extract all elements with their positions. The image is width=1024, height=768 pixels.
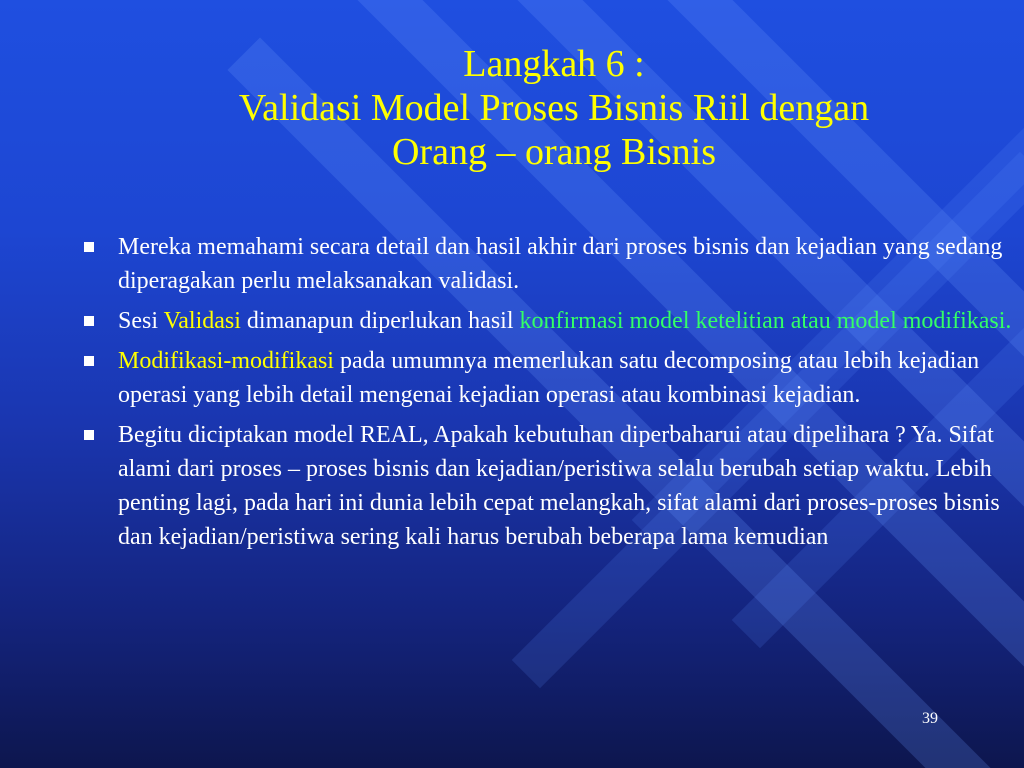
bullet-text: pada umumnya memerlukan satu decomposing atau lebih kejadian operasi yang lebih detail mengenai kejadian operasi atau kombinasi kejadian.: [118, 348, 980, 408]
highlight-validasi: Validasi: [163, 308, 241, 334]
bullet-text: Sesi: [118, 308, 164, 334]
square-bullet-icon: [84, 356, 94, 366]
bullet-text: dimanapun diperlukan hasil: [240, 308, 520, 334]
bullet-list: [84, 230, 1014, 560]
highlight-modifikasi: Modifikasi-modifikasi: [118, 348, 334, 374]
title-line-1: Langkah 6 :: [463, 43, 645, 85]
square-bullet-icon: [84, 242, 94, 252]
bullet-item: [84, 344, 1014, 412]
bullet-text: Mereka memahami secara detail dan hasil akhir dari proses bisnis dan kejadian yang sedang diperagakan perlu melaksanakan validasi.: [118, 234, 1003, 294]
highlight-konfirmasi: konfirmasi model ketelitian atau model modifikasi.: [519, 308, 1012, 334]
title-line-3: Orang – orang Bisnis: [391, 131, 717, 173]
bullet-text: Begitu diciptakan model REAL, Apakah kebutuhan diperbaharui atau dipelihara ? Ya. Sifat alami dari proses – proses bisnis dan kejadian/peristiwa selalu berubah setiap waktu. Lebih penting lagi, pada hari ini dunia lebih cepat melangkah, sifat alami dari proses-proses bisnis dan kejadian/peristiwa sering kali harus berubah beberapa lama kemudian: [118, 422, 1000, 550]
title-line-2: Validasi Model Proses Bisnis Riil dengan: [238, 87, 870, 129]
bullet-item: [84, 304, 1014, 338]
square-bullet-icon: [84, 430, 94, 440]
square-bullet-icon: [84, 316, 94, 326]
bullet-item: [84, 230, 1014, 298]
page-number: 39: [922, 710, 938, 727]
bullet-item: [84, 418, 1014, 554]
slide-title: [150, 42, 958, 174]
